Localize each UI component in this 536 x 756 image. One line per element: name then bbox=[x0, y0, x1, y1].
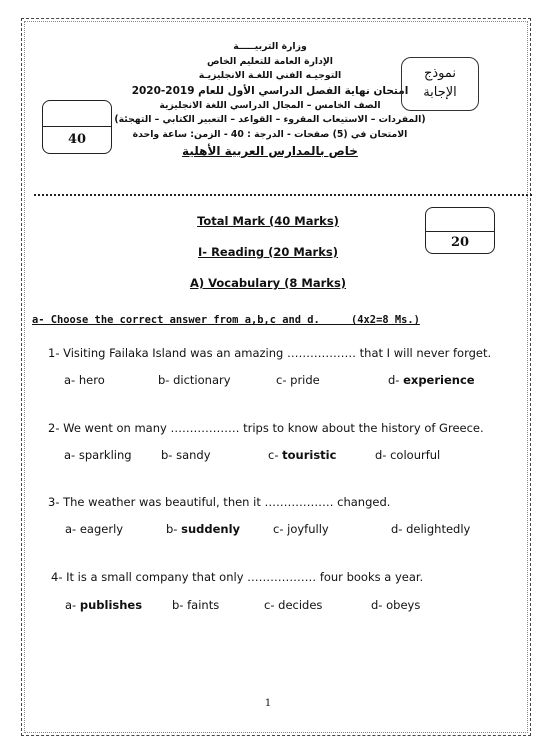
option-3c: c- joyfully bbox=[273, 522, 329, 536]
correct-answer: suddenly bbox=[181, 522, 241, 536]
option-4d: d- obeys bbox=[371, 598, 421, 612]
option-3a: a- eagerly bbox=[65, 522, 124, 536]
option-2d: d- colourful bbox=[375, 448, 441, 462]
supervision-line: التوجيـه الفني اللغـة الانجليزيـة bbox=[198, 70, 342, 81]
question-3: 3- The weather was beautiful, then it ……………… changed. bbox=[48, 495, 391, 509]
section-separator bbox=[34, 194, 532, 196]
model-answer-line-2: الإجابة bbox=[423, 85, 457, 100]
department-line: الإدارة العامة للتعليم الخاص bbox=[206, 55, 333, 67]
option-1c: c- pride bbox=[276, 373, 320, 387]
ministry-line: وزارة التربيـــــة bbox=[233, 41, 307, 52]
option-2c: c- touristic bbox=[268, 448, 337, 462]
reading-score-value: 20 bbox=[450, 235, 470, 250]
question-1: 1- Visiting Failaka Island was an amazing ……………… that I will never forget. bbox=[48, 346, 492, 360]
skills-line: (المفردات – الاستيعاب المقروء – القواعد – التعبير الكتابي – التهجئة) bbox=[114, 114, 426, 125]
score-box-divider bbox=[426, 231, 494, 232]
option-2a: a- sparkling bbox=[64, 448, 132, 462]
vocabulary-title: A) Vocabulary (8 Marks) bbox=[189, 276, 347, 290]
correct-answer: experience bbox=[403, 373, 475, 387]
option-3d: d- delightedly bbox=[391, 522, 471, 536]
private-schools-line: خاص بالمدارس العربية الأهلية bbox=[182, 144, 358, 158]
question-2: 2- We went on many ……………… trips to know about the history of Greece. bbox=[48, 421, 484, 435]
page-number: 1 bbox=[264, 698, 272, 709]
exam-header bbox=[110, 40, 430, 160]
total-score-value: 40 bbox=[67, 132, 87, 147]
option-2b: b- sandy bbox=[161, 448, 211, 462]
exam-info-line: الامتحان في (5) صفحات - الدرجة : 40 - الزمن: ساعة واحدة bbox=[132, 128, 408, 140]
option-4a: a- publishes bbox=[65, 598, 143, 612]
model-answer-line-1: نموذج bbox=[423, 66, 457, 81]
total-mark-title: Total Mark (40 Marks) bbox=[197, 214, 339, 228]
total-score-box bbox=[42, 100, 112, 154]
score-box-divider bbox=[43, 126, 111, 127]
option-4b: b- faints bbox=[172, 598, 220, 612]
model-answer-box bbox=[401, 57, 479, 111]
grade-line: الصف الخامس – المجال الدراسي اللغة الانجليزية bbox=[159, 99, 381, 111]
reading-title: I- Reading (20 Marks) bbox=[198, 245, 338, 259]
exam-title-line: امتحان نهاية الفصل الدراسي الأول للعام 2019-2020 bbox=[131, 84, 409, 97]
option-3b: b- suddenly bbox=[166, 522, 241, 536]
option-1b: b- dictionary bbox=[158, 373, 231, 387]
question-4: 4- It is a small company that only ……………… four books a year. bbox=[51, 570, 424, 584]
instruction-text: a- Choose the correct answer from a,b,c and d. (4x2=8 Ms.) bbox=[32, 314, 420, 326]
correct-answer: touristic bbox=[282, 448, 337, 462]
correct-answer: publishes bbox=[79, 598, 143, 612]
option-1d: d- experience bbox=[388, 373, 475, 387]
option-4c: c- decides bbox=[264, 598, 323, 612]
option-1a: a- hero bbox=[64, 373, 105, 387]
